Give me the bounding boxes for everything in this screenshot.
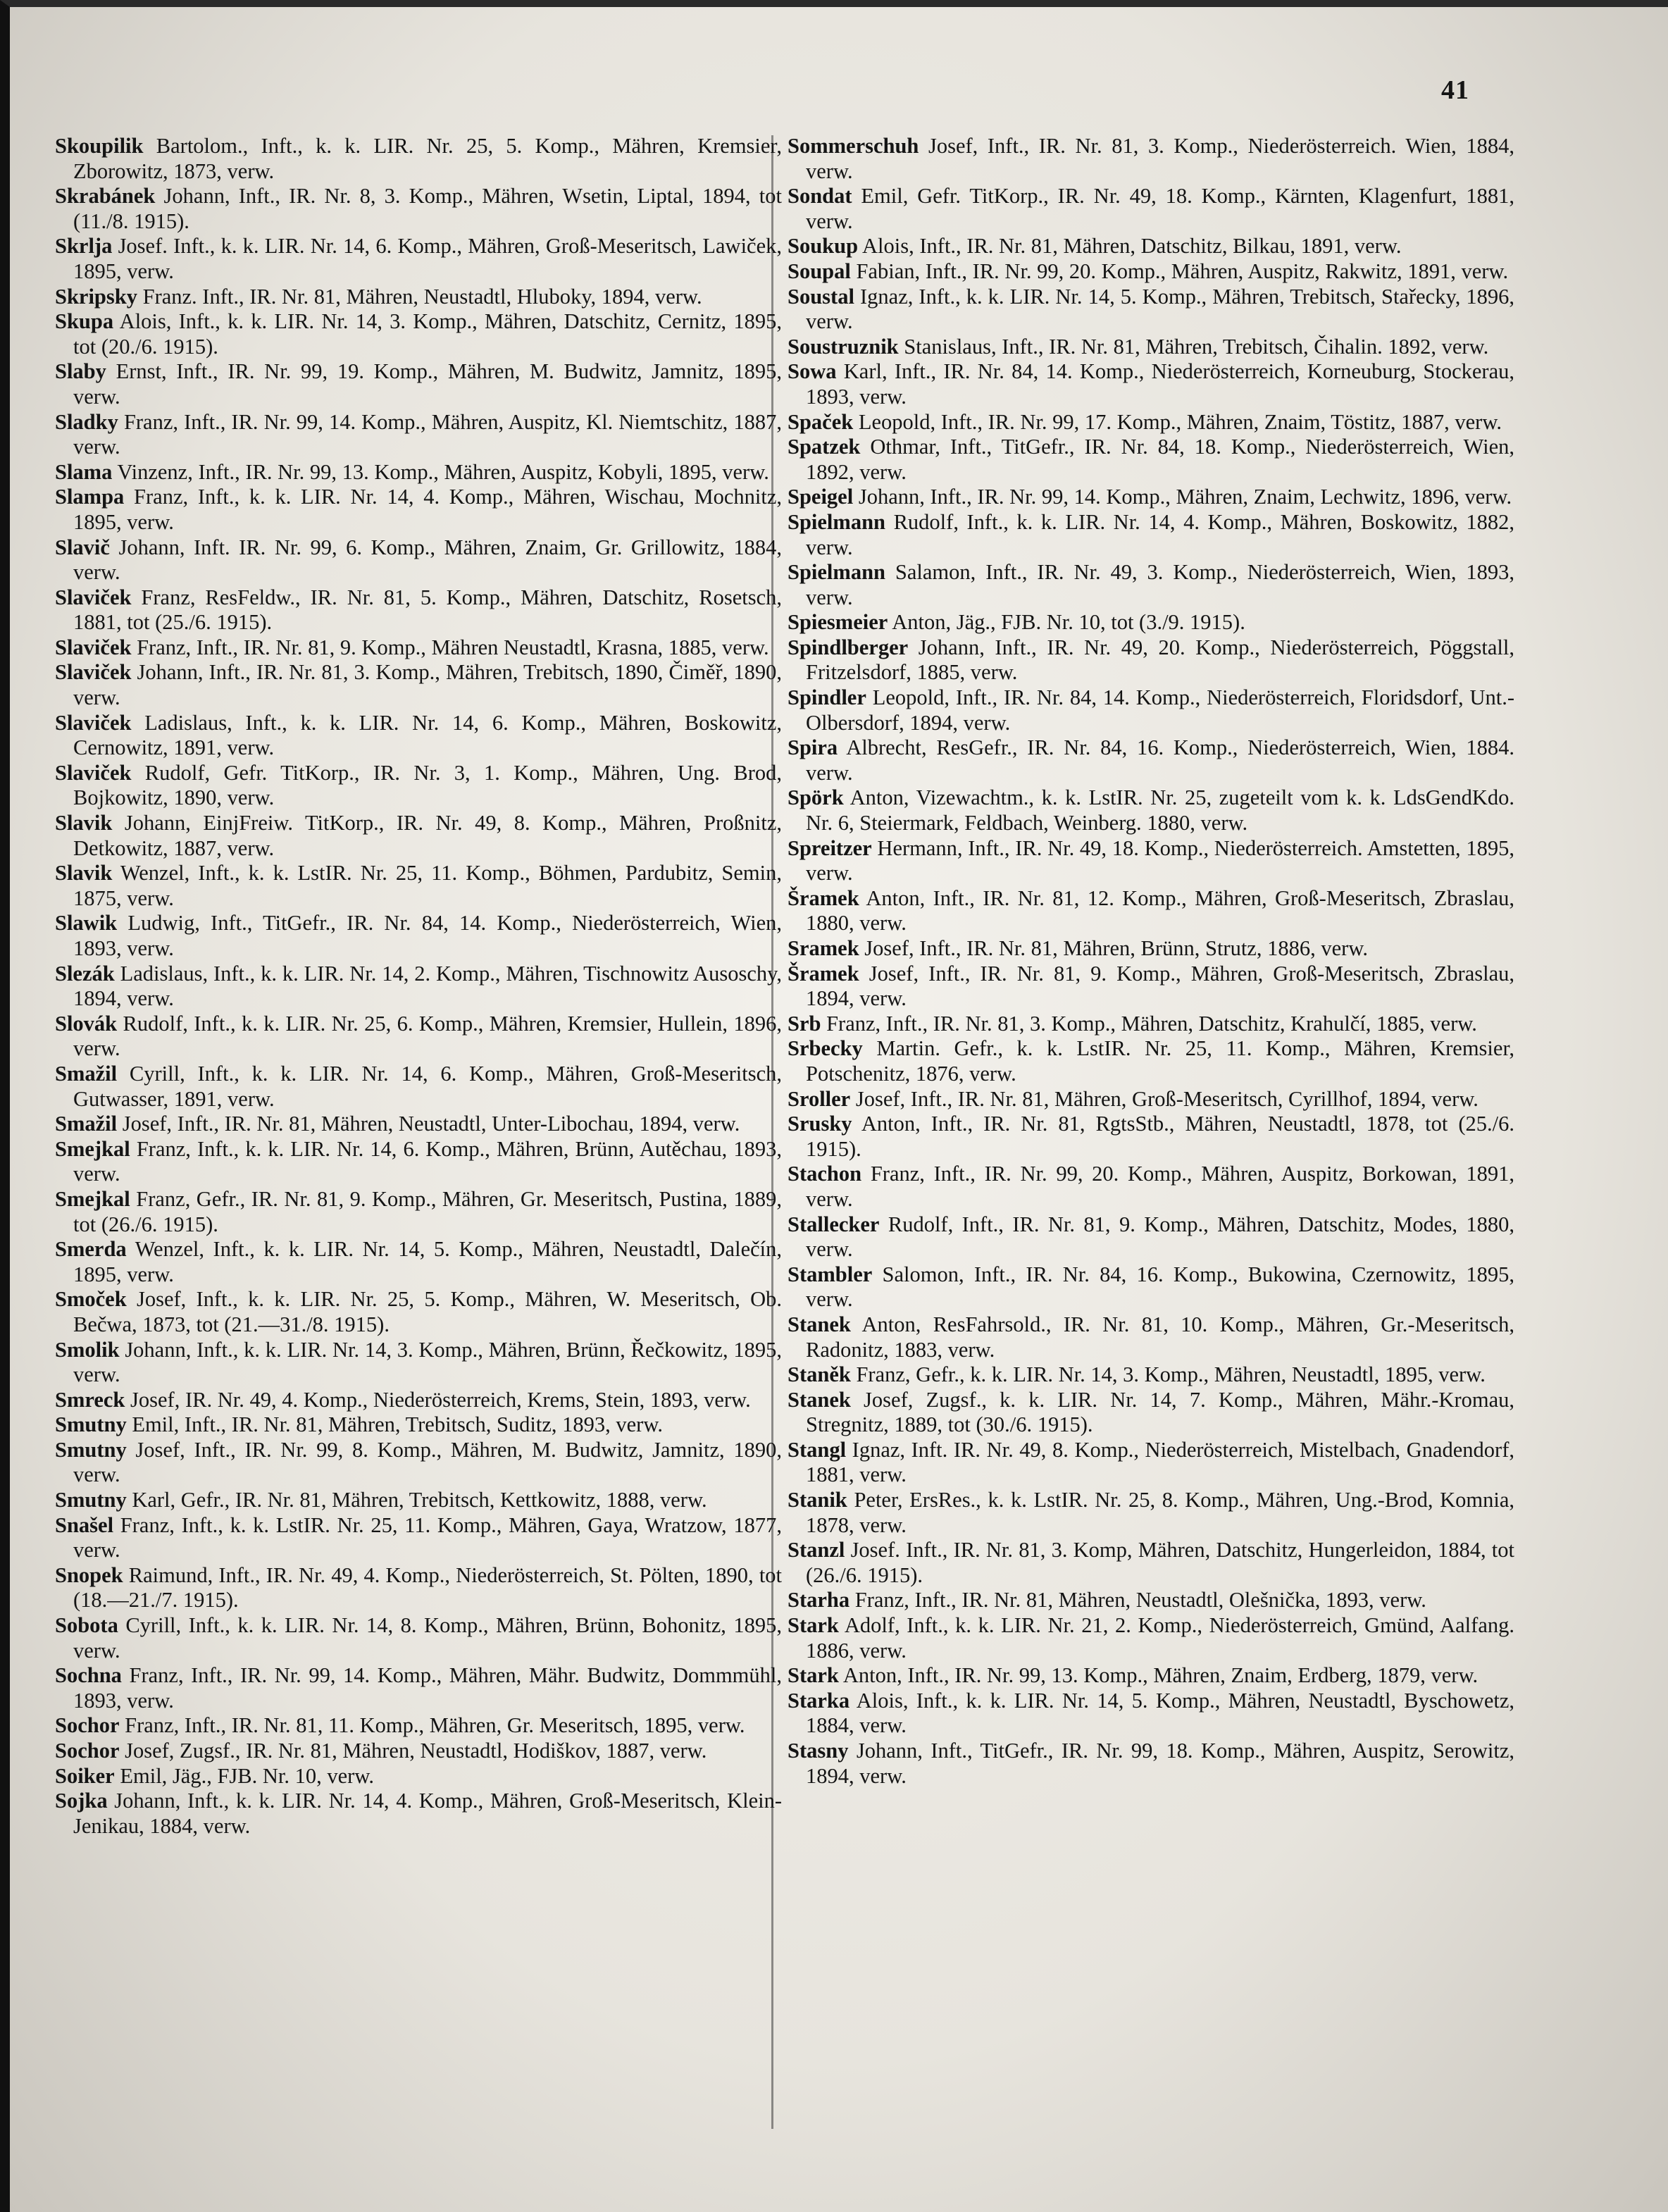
entry-surname: Stanzl <box>788 1538 845 1562</box>
entry-surname: Skripsky <box>55 284 137 309</box>
entry-surname: Smerda <box>55 1237 127 1262</box>
register-entry <box>788 1087 1514 1112</box>
register-entry <box>788 1613 1514 1663</box>
entry-details: Anton, Vizewachtm., k. k. LstIR. Nr. 25, zugeteilt vom k. k. LdsGendKdo. Nr. 6, Steiermark, Feldbach, Weinberg. 1880, verw. <box>806 785 1514 835</box>
entry-surname: Slawik <box>55 911 118 936</box>
entry-surname: Smolik <box>55 1337 120 1362</box>
entry-details: Stanislaus, Inft., IR. Nr. 81, Mähren, Trebitsch, Čihalin. 1892, verw. <box>904 334 1489 359</box>
register-entry <box>788 1112 1514 1162</box>
register-entry <box>55 1764 782 1789</box>
entry-surname: Stangl <box>788 1437 847 1462</box>
entry-details: Josef, Inft., IR. Nr. 81, Mähren, Neustadtl, Unter-Libochau, 1894, verw. <box>122 1112 740 1136</box>
entry-details: Josef, Inft., IR. Nr. 81, 9. Komp., Mähren, Groß-Meseritsch, Zbraslau, 1894, verw. <box>806 961 1514 1011</box>
entry-surname: Smutny <box>55 1488 127 1512</box>
register-entry <box>788 410 1514 435</box>
entry-details: Johann, Inft. IR. Nr. 99, 6. Komp., Mähren, Znaim, Gr. Grillowitz, 1884, verw. <box>73 535 782 585</box>
entry-details: Vinzenz, Inft., IR. Nr. 99, 13. Komp., Mähren, Auspitz, Kobyli, 1895, verw. <box>117 459 769 484</box>
entry-surname: Slama <box>55 459 113 484</box>
entry-surname: Smreck <box>55 1387 125 1412</box>
entry-details: Johann, Inft., k. k. LIR. Nr. 14, 4. Komp., Mähren, Groß-Meseritsch, Klein-Jenikau, 1884, verw. <box>73 1789 783 1838</box>
entry-details: Franz, Gefr., IR. Nr. 81, 9. Komp., Mähren, Gr. Meseritsch, Pustina, 1889, tot (26./6. 1915). <box>73 1186 783 1236</box>
entry-details: Johann, Inft., k. k. LIR. Nr. 14, 3. Komp., Mähren, Brünn, Řečkowitz, 1895, verw. <box>73 1337 783 1387</box>
entry-surname: Snopek <box>55 1562 123 1587</box>
entry-details: Wenzel, Inft., k. k. LIR. Nr. 14, 5. Komp., Mähren, Neustadtl, Dalečín, 1895, verw. <box>73 1237 782 1286</box>
entry-details: Franz. Inft., IR. Nr. 81, Mähren, Neustadtl, Hluboky, 1894, verw. <box>142 284 702 309</box>
register-entry <box>788 962 1514 1012</box>
entry-details: Karl, Gefr., IR. Nr. 81, Mähren, Trebitsch, Kettkowitz, 1888, verw. <box>132 1488 707 1512</box>
entry-surname: Starka <box>788 1688 850 1713</box>
entry-surname: Skrlja <box>55 234 113 259</box>
entry-surname: Stasny <box>788 1739 849 1763</box>
entry-details: Franz, Inft., IR. Nr. 81, 11. Komp., Mähren, Gr. Meseritsch, 1895, verw. <box>125 1713 745 1738</box>
entry-surname: Soiker <box>55 1763 115 1788</box>
register-entry <box>788 485 1514 510</box>
entry-surname: Spiesmeier <box>788 610 888 635</box>
entry-surname: Smažil <box>55 1112 118 1136</box>
register-entry <box>55 1137 782 1187</box>
entry-surname: Smoček <box>55 1287 127 1312</box>
register-entry <box>788 134 1514 184</box>
entry-details: Johann, EinjFreiw. TitKorp., IR. Nr. 49, 8. Komp., Mähren, Proßnitz, Detkowitz, 1887, verw. <box>73 811 783 860</box>
entry-surname: Smejkal <box>55 1186 130 1211</box>
entry-details: Johann, Inft., IR. Nr. 81, 3. Komp., Mähren, Trebitsch, 1890, Čiměř, 1890, verw. <box>73 660 782 710</box>
entry-surname: Spörk <box>788 785 844 810</box>
entry-details: Ignaz, Inft., k. k. LIR. Nr. 14, 5. Komp., Mähren, Trebitsch, Stařecky, 1896, verw. <box>806 284 1515 334</box>
register-entry <box>55 1488 782 1513</box>
entry-details: Josef, Inft., IR. Nr. 99, 8. Komp., Mähren, M. Budwitz, Jamnitz, 1890, verw. <box>73 1437 782 1487</box>
entry-surname: Stambler <box>788 1262 873 1286</box>
register-entry <box>788 685 1514 735</box>
entry-details: Josef, Zugsf., IR. Nr. 81, Mähren, Neustadtl, Hodiškov, 1887, verw. <box>125 1739 707 1763</box>
entry-details: Raimund, Inft., IR. Nr. 49, 4. Komp., Niederösterreich, St. Pölten, 1890, tot (18.—21./7. 1915). <box>73 1562 783 1613</box>
entry-surname: Slavik <box>55 811 113 835</box>
entry-surname: Slavik <box>55 861 113 886</box>
entry-surname: Soupal <box>788 259 851 283</box>
entry-surname: Srbecky <box>788 1036 863 1061</box>
register-entry <box>55 811 782 861</box>
entry-details: Albrecht, ResGefr., IR. Nr. 84, 16. Komp., Niederösterreich, Wien, 1884. verw. <box>806 735 1514 785</box>
entry-details: Rudolf, Gefr. TitKorp., IR. Nr. 3, 1. Komp., Mähren, Ung. Brod, Bojkowitz, 1890, verw. <box>73 760 782 810</box>
entry-surname: Slaviček <box>55 660 132 685</box>
entry-surname: Stachon <box>788 1162 862 1186</box>
entry-surname: Sondat <box>788 184 852 209</box>
entry-details: Johann, Inft., IR. Nr. 99, 14. Komp., Mähren, Znaim, Lechwitz, 1896, verw. <box>858 485 1512 509</box>
entry-surname: Slavič <box>55 535 110 559</box>
register-entry <box>55 1338 782 1388</box>
register-entry <box>788 936 1514 962</box>
entry-details: Cyrill, Inft., k. k. LIR. Nr. 14, 8. Komp., Mähren, Brünn, Bohonitz, 1895, verw. <box>73 1613 782 1663</box>
entry-surname: Slaviček <box>55 635 132 659</box>
register-entry <box>788 1588 1514 1613</box>
entry-surname: Soustruznik <box>788 334 899 359</box>
register-entry <box>55 1237 782 1287</box>
entry-details: Franz, Inft., IR. Nr. 81, 3. Komp., Mähren, Datschitz, Krahulčí, 1885, verw. <box>826 1011 1477 1036</box>
register-entry <box>55 660 782 710</box>
register-entry <box>788 1212 1514 1262</box>
entry-surname: Srusky <box>788 1112 852 1136</box>
entry-surname: Smutny <box>55 1412 127 1437</box>
register-entry <box>788 1689 1514 1739</box>
entry-details: Alois, Inft., k. k. LIR. Nr. 14, 5. Komp., Mähren, Neustadtl, Byschowetz, 1884, verw. <box>806 1688 1514 1738</box>
register-entry <box>788 836 1514 886</box>
register-entry <box>55 359 782 409</box>
entry-surname: Smažil <box>55 1061 118 1086</box>
entry-surname: Skupa <box>55 309 114 334</box>
entry-surname: Soukup <box>788 234 859 259</box>
register-entry <box>788 886 1514 936</box>
register-entry <box>788 785 1514 835</box>
entry-details: Ernst, Inft., IR. Nr. 99, 19. Komp., Mähren, M. Budwitz, Jamnitz, 1895, verw. <box>73 359 783 409</box>
entry-details: Franz, Inft., IR. Nr. 99, 14. Komp., Mähren, Auspitz, Kl. Niemtschitz, 1887, verw. <box>73 409 782 459</box>
entry-details: Franz, Inft., IR. Nr. 99, 20. Komp., Mähren, Auspitz, Borkowan, 1891, verw. <box>806 1162 1515 1211</box>
register-entry <box>55 234 782 284</box>
left-column <box>55 134 782 1839</box>
register-entry <box>55 761 782 811</box>
entry-surname: Soustal <box>788 284 854 309</box>
entry-surname: Šramek <box>788 886 859 910</box>
register-entry <box>55 460 782 485</box>
entry-surname: Spielmann <box>788 560 885 585</box>
entry-surname: Sroller <box>788 1086 851 1111</box>
entry-details: Karl, Inft., IR. Nr. 84, 14. Komp., Niederösterreich, Korneuburg, Stockerau, 1893, verw. <box>806 359 1514 409</box>
entry-surname: Skrabánek <box>55 184 156 209</box>
register-entry <box>55 1438 782 1488</box>
entry-surname: Sojka <box>55 1789 108 1813</box>
entry-details: Josef, Inft., k. k. LIR. Nr. 25, 5. Komp., Mähren, W. Meseritsch, Ob. Bečwa, 1873, tot (21.—31./8. 1915). <box>73 1287 783 1336</box>
register-entry <box>55 485 782 535</box>
register-entry <box>788 234 1514 259</box>
entry-details: Johann, Inft., IR. Nr. 8, 3. Komp., Mähren, Wsetin, Liptal, 1894, tot (11./8. 1915). <box>73 184 782 233</box>
entry-details: Wenzel, Inft., k. k. LstIR. Nr. 25, 11. Komp., Böhmen, Pardubitz, Semin, 1875, verw. <box>73 861 782 910</box>
register-entry <box>55 1112 782 1137</box>
register-entry <box>55 1563 782 1613</box>
entry-details: Peter, ErsRes., k. k. LstIR. Nr. 25, 8. Komp., Mähren, Ung.-Brod, Komnia, 1878, verw. <box>806 1488 1515 1537</box>
register-entry <box>788 1162 1514 1212</box>
register-entry <box>788 285 1514 335</box>
register-entry <box>55 1062 782 1112</box>
register-entry <box>788 1438 1514 1488</box>
entry-details: Ludwig, Inft., TitGefr., IR. Nr. 84, 14. Komp., Niederösterreich, Wien, 1893, verw. <box>73 911 783 960</box>
entry-details: Anton, ResFahrsold., IR. Nr. 81, 10. Komp., Mähren, Gr.-Meseritsch, Radonitz, 1883, verw. <box>806 1312 1514 1362</box>
register-entry <box>55 1739 782 1764</box>
register-entry <box>788 560 1514 610</box>
entry-surname: Stark <box>788 1613 839 1638</box>
entry-details: Franz, Inft., k. k. LstIR. Nr. 25, 11. Komp., Mähren, Gaya, Wratzow, 1877, verw. <box>73 1512 783 1562</box>
entry-details: Emil, Jäg., FJB. Nr. 10, verw. <box>120 1763 374 1788</box>
register-entry <box>788 610 1514 635</box>
entry-details: Josef. Inft., IR. Nr. 81, 3. Komp, Mähren, Datschitz, Hungerleidon, 1884, tot (26./6. 1915). <box>806 1538 1515 1587</box>
register-entry <box>788 1488 1514 1538</box>
entry-surname: Spielmann <box>788 509 885 534</box>
entry-details: Franz, Gefr., k. k. LIR. Nr. 14, 3. Komp., Mähren, Neustadtl, 1895, verw. <box>856 1362 1486 1387</box>
entry-details: Josef, Zugsf., k. k. LIR. Nr. 14, 7. Komp., Mähren, Mähr.-Kromau, Stregnitz, 1889, tot (30./6. 1915). <box>806 1387 1515 1437</box>
register-entry <box>788 635 1514 685</box>
register-entry <box>55 1412 782 1438</box>
register-entry <box>788 1012 1514 1037</box>
entry-details: Fabian, Inft., IR. Nr. 99, 20. Komp., Mähren, Auspitz, Rakwitz, 1891, verw. <box>856 259 1509 283</box>
entry-surname: Staněk <box>788 1362 851 1387</box>
entry-details: Johann, Inft., IR. Nr. 49, 20. Komp., Niederösterreich, Pöggstall, Fritzelsdorf, 1885, verw. <box>806 635 1514 685</box>
register-entry <box>788 735 1514 785</box>
register-entry <box>55 309 782 359</box>
entry-surname: Stanek <box>788 1387 851 1412</box>
entry-details: Josef, IR. Nr. 49, 4. Komp., Niederösterreich, Krems, Stein, 1893, verw. <box>130 1387 751 1412</box>
entry-surname: Sowa <box>788 359 837 384</box>
register-entry <box>788 1388 1514 1438</box>
entry-surname: Smutny <box>55 1437 127 1462</box>
entry-surname: Sochor <box>55 1713 120 1738</box>
entry-details: Rudolf, Inft., IR. Nr. 81, 9. Komp., Mähren, Datschitz, Modes, 1880, verw. <box>806 1212 1514 1262</box>
right-column <box>788 134 1514 1789</box>
page-number: 41 <box>1441 75 1469 105</box>
entry-details: Franz, Inft., IR. Nr. 81, 9. Komp., Mähren Neustadtl, Krasna, 1885, verw. <box>137 635 769 659</box>
entry-surname: Snašel <box>55 1512 114 1537</box>
entry-details: Martin. Gefr., k. k. LstIR. Nr. 25, 11. Komp., Mähren, Kremsier, Potschenitz, 1876, verw. <box>806 1036 1515 1086</box>
register-entry <box>788 259 1514 285</box>
register-entry <box>788 359 1514 409</box>
entry-details: Anton, Inft., IR. Nr. 81, RgtsStb., Mähren, Neustadtl, 1878, tot (25./6. 1915). <box>806 1112 1514 1161</box>
entry-details: Leopold, Inft., IR. Nr. 99, 17. Komp., Mähren, Znaim, Töstitz, 1887, verw. <box>858 409 1502 434</box>
entry-details: Franz, Inft., k. k. LIR. Nr. 14, 6. Komp., Mähren, Brünn, Autěchau, 1893, verw. <box>73 1136 782 1186</box>
entry-surname: Spatzek <box>788 435 861 459</box>
register-entry <box>788 1538 1514 1588</box>
entry-details: Adolf, Inft., k. k. LIR. Nr. 21, 2. Komp., Niederösterreich, Gmünd, Aalfang. 1886, verw. <box>806 1613 1514 1663</box>
register-entry <box>55 1388 782 1413</box>
register-entry <box>55 184 782 234</box>
entry-details: Anton, Jäg., FJB. Nr. 10, tot (3./9. 1915). <box>892 610 1245 635</box>
entry-surname: Sladky <box>55 409 118 434</box>
entry-surname: Spaček <box>788 409 854 434</box>
entry-details: Josef, Inft., IR. Nr. 81, Mähren, Groß-Meseritsch, Cyrillhof, 1894, verw. <box>855 1086 1479 1111</box>
register-entry <box>788 435 1514 485</box>
entry-details: Franz, Inft., IR. Nr. 99, 14. Komp., Mähren, Mähr. Budwitz, Dommmühl, 1893, verw. <box>73 1663 782 1713</box>
register-entry <box>788 1262 1514 1312</box>
entry-details: Johann, Inft., TitGefr., IR. Nr. 99, 18. Komp., Mähren, Auspitz, Serowitz, 1894, verw. <box>806 1739 1515 1788</box>
entry-surname: Sobota <box>55 1613 118 1638</box>
entry-surname: Spira <box>788 735 838 760</box>
register-entry <box>55 635 782 661</box>
entry-surname: Slampa <box>55 485 125 509</box>
register-entry <box>55 1613 782 1663</box>
register-entry <box>788 1036 1514 1086</box>
entry-details: Leopold, Inft., IR. Nr. 84, 14. Komp., Niederösterreich, Floridsdorf, Unt.-Olbersdorf, 1894, verw. <box>806 685 1515 735</box>
entry-details: Josef. Inft., k. k. LIR. Nr. 14, 6. Komp., Mähren, Groß-Meseritsch, Lawiček, 1895, verw. <box>73 234 783 283</box>
register-entry <box>788 335 1514 360</box>
entry-details: Ignaz, Inft. IR. Nr. 49, 8. Komp., Niederösterreich, Mistelbach, Gnadendorf, 1881, verw. <box>806 1437 1514 1487</box>
entry-surname: Slaviček <box>55 760 132 785</box>
entry-details: Othmar, Inft., TitGefr., IR. Nr. 84, 18. Komp., Niederösterreich, Wien, 1892, verw. <box>806 435 1515 484</box>
entry-details: Franz, ResFeldw., IR. Nr. 81, 5. Komp., Mähren, Datschitz, Rosetsch, 1881, tot (25./6. 1915). <box>73 585 783 635</box>
entry-details: Anton, Inft., IR. Nr. 81, 12. Komp., Mähren, Groß-Meseritsch, Zbraslau, 1880, verw. <box>806 886 1514 936</box>
entry-details: Franz, Inft., IR. Nr. 81, Mähren, Neustadtl, Olešnička, 1893, verw. <box>854 1588 1426 1613</box>
register-entry <box>55 535 782 585</box>
entry-surname: Slezák <box>55 961 115 986</box>
entry-details: Cyrill, Inft., k. k. LIR. Nr. 14, 6. Komp., Mähren, Groß-Meseritsch, Gutwasser, 1891, verw. <box>73 1061 782 1111</box>
entry-surname: Stark <box>788 1663 839 1688</box>
register-entry <box>55 1513 782 1563</box>
entry-surname: Stanek <box>788 1312 851 1336</box>
entry-details: Alois, Inft., IR. Nr. 81, Mähren, Datschitz, Bilkau, 1891, verw. <box>862 234 1402 259</box>
entry-surname: Sochor <box>55 1739 120 1763</box>
register-entry <box>55 1187 782 1237</box>
register-entry <box>55 410 782 460</box>
entry-details: Bartolom., Inft., k. k. LIR. Nr. 25, 5. Komp., Mähren, Kremsier, Zborowitz, 1873, verw. <box>73 134 782 183</box>
entry-surname: Sramek <box>788 936 859 960</box>
entry-surname: Stallecker <box>788 1212 880 1236</box>
entry-surname: Starha <box>788 1588 850 1613</box>
register-entry <box>788 1362 1514 1388</box>
entry-details: Salamon, Inft., IR. Nr. 49, 3. Komp., Niederösterreich, Wien, 1893, verw. <box>806 560 1514 609</box>
register-entry <box>788 184 1514 234</box>
register-entry <box>55 285 782 310</box>
register-entry <box>788 1312 1514 1362</box>
register-entry <box>788 1663 1514 1689</box>
register-entry <box>55 1713 782 1739</box>
register-entry <box>788 510 1514 560</box>
register-entry <box>55 861 782 911</box>
register-entry <box>55 1287 782 1337</box>
register-entry <box>55 1663 782 1713</box>
entry-details: Franz, Inft., k. k. LIR. Nr. 14, 4. Komp., Mähren, Wischau, Mochnitz, 1895, verw. <box>73 485 783 534</box>
register-entry <box>55 585 782 635</box>
entry-surname: Speigel <box>788 485 854 509</box>
entry-details: Hermann, Inft., IR. Nr. 49, 18. Komp., Niederösterreich. Amstetten, 1895, verw. <box>806 835 1514 886</box>
entry-surname: Srb <box>788 1011 821 1036</box>
register-entry <box>55 962 782 1012</box>
entry-details: Ladislaus, Inft., k. k. LIR. Nr. 14, 2. Komp., Mähren, Tischnowitz Ausoschy, 1894, verw. <box>73 961 783 1011</box>
entry-details: Emil, Inft., IR. Nr. 81, Mähren, Trebitsch, Suditz, 1893, verw. <box>132 1412 664 1437</box>
entry-surname: Slaby <box>55 359 106 384</box>
entry-surname: Spreitzer <box>788 835 872 860</box>
entry-details: Rudolf, Inft., k. k. LIR. Nr. 14, 4. Komp., Mähren, Boskowitz, 1882, verw. <box>806 509 1515 559</box>
entry-surname: Skoupilik <box>55 134 144 158</box>
entry-surname: Sochna <box>55 1663 122 1688</box>
register-entry <box>788 1739 1514 1789</box>
entry-details: Alois, Inft., k. k. LIR. Nr. 14, 3. Komp., Mähren, Datschitz, Cernitz, 1895, tot (20./6. 1915). <box>73 309 782 359</box>
entry-surname: Slaviček <box>55 585 132 609</box>
entry-details: Josef, Inft., IR. Nr. 81, Mähren, Brünn, Strutz, 1886, verw. <box>864 936 1368 960</box>
register-entry <box>55 711 782 761</box>
entry-details: Ladislaus, Inft., k. k. LIR. Nr. 14, 6. Komp., Mähren, Boskowitz, Cernowitz, 1891, verw. <box>73 710 782 760</box>
entry-surname: Spindler <box>788 685 866 710</box>
entry-surname: Stanik <box>788 1488 847 1512</box>
register-entry <box>55 1012 782 1062</box>
entry-surname: Smejkal <box>55 1136 130 1161</box>
entry-surname: Slaviček <box>55 710 132 735</box>
entry-surname: Sommerschuh <box>788 134 919 158</box>
entry-details: Josef, Inft., IR. Nr. 81, 3. Komp., Niederösterreich. Wien, 1884, verw. <box>806 134 1514 183</box>
entry-details: Rudolf, Inft., k. k. LIR. Nr. 25, 6. Komp., Mähren, Kremsier, Hullein, 1896, verw. <box>73 1011 782 1061</box>
entry-details: Emil, Gefr. TitKorp., IR. Nr. 49, 18. Komp., Kärnten, Klagenfurt, 1881, verw. <box>806 184 1514 233</box>
register-entry <box>55 911 782 961</box>
entry-details: Anton, Inft., IR. Nr. 99, 13. Komp., Mähren, Znaim, Erdberg, 1879, verw. <box>842 1663 1479 1688</box>
entry-details: Salomon, Inft., IR. Nr. 84, 16. Komp., Bukowina, Czernowitz, 1895, verw. <box>806 1262 1514 1312</box>
entry-surname: Slovák <box>55 1011 118 1036</box>
register-entry <box>55 134 782 184</box>
entry-surname: Spindlberger <box>788 635 909 659</box>
register-entry <box>55 1789 782 1839</box>
entry-surname: Šramek <box>788 961 859 986</box>
